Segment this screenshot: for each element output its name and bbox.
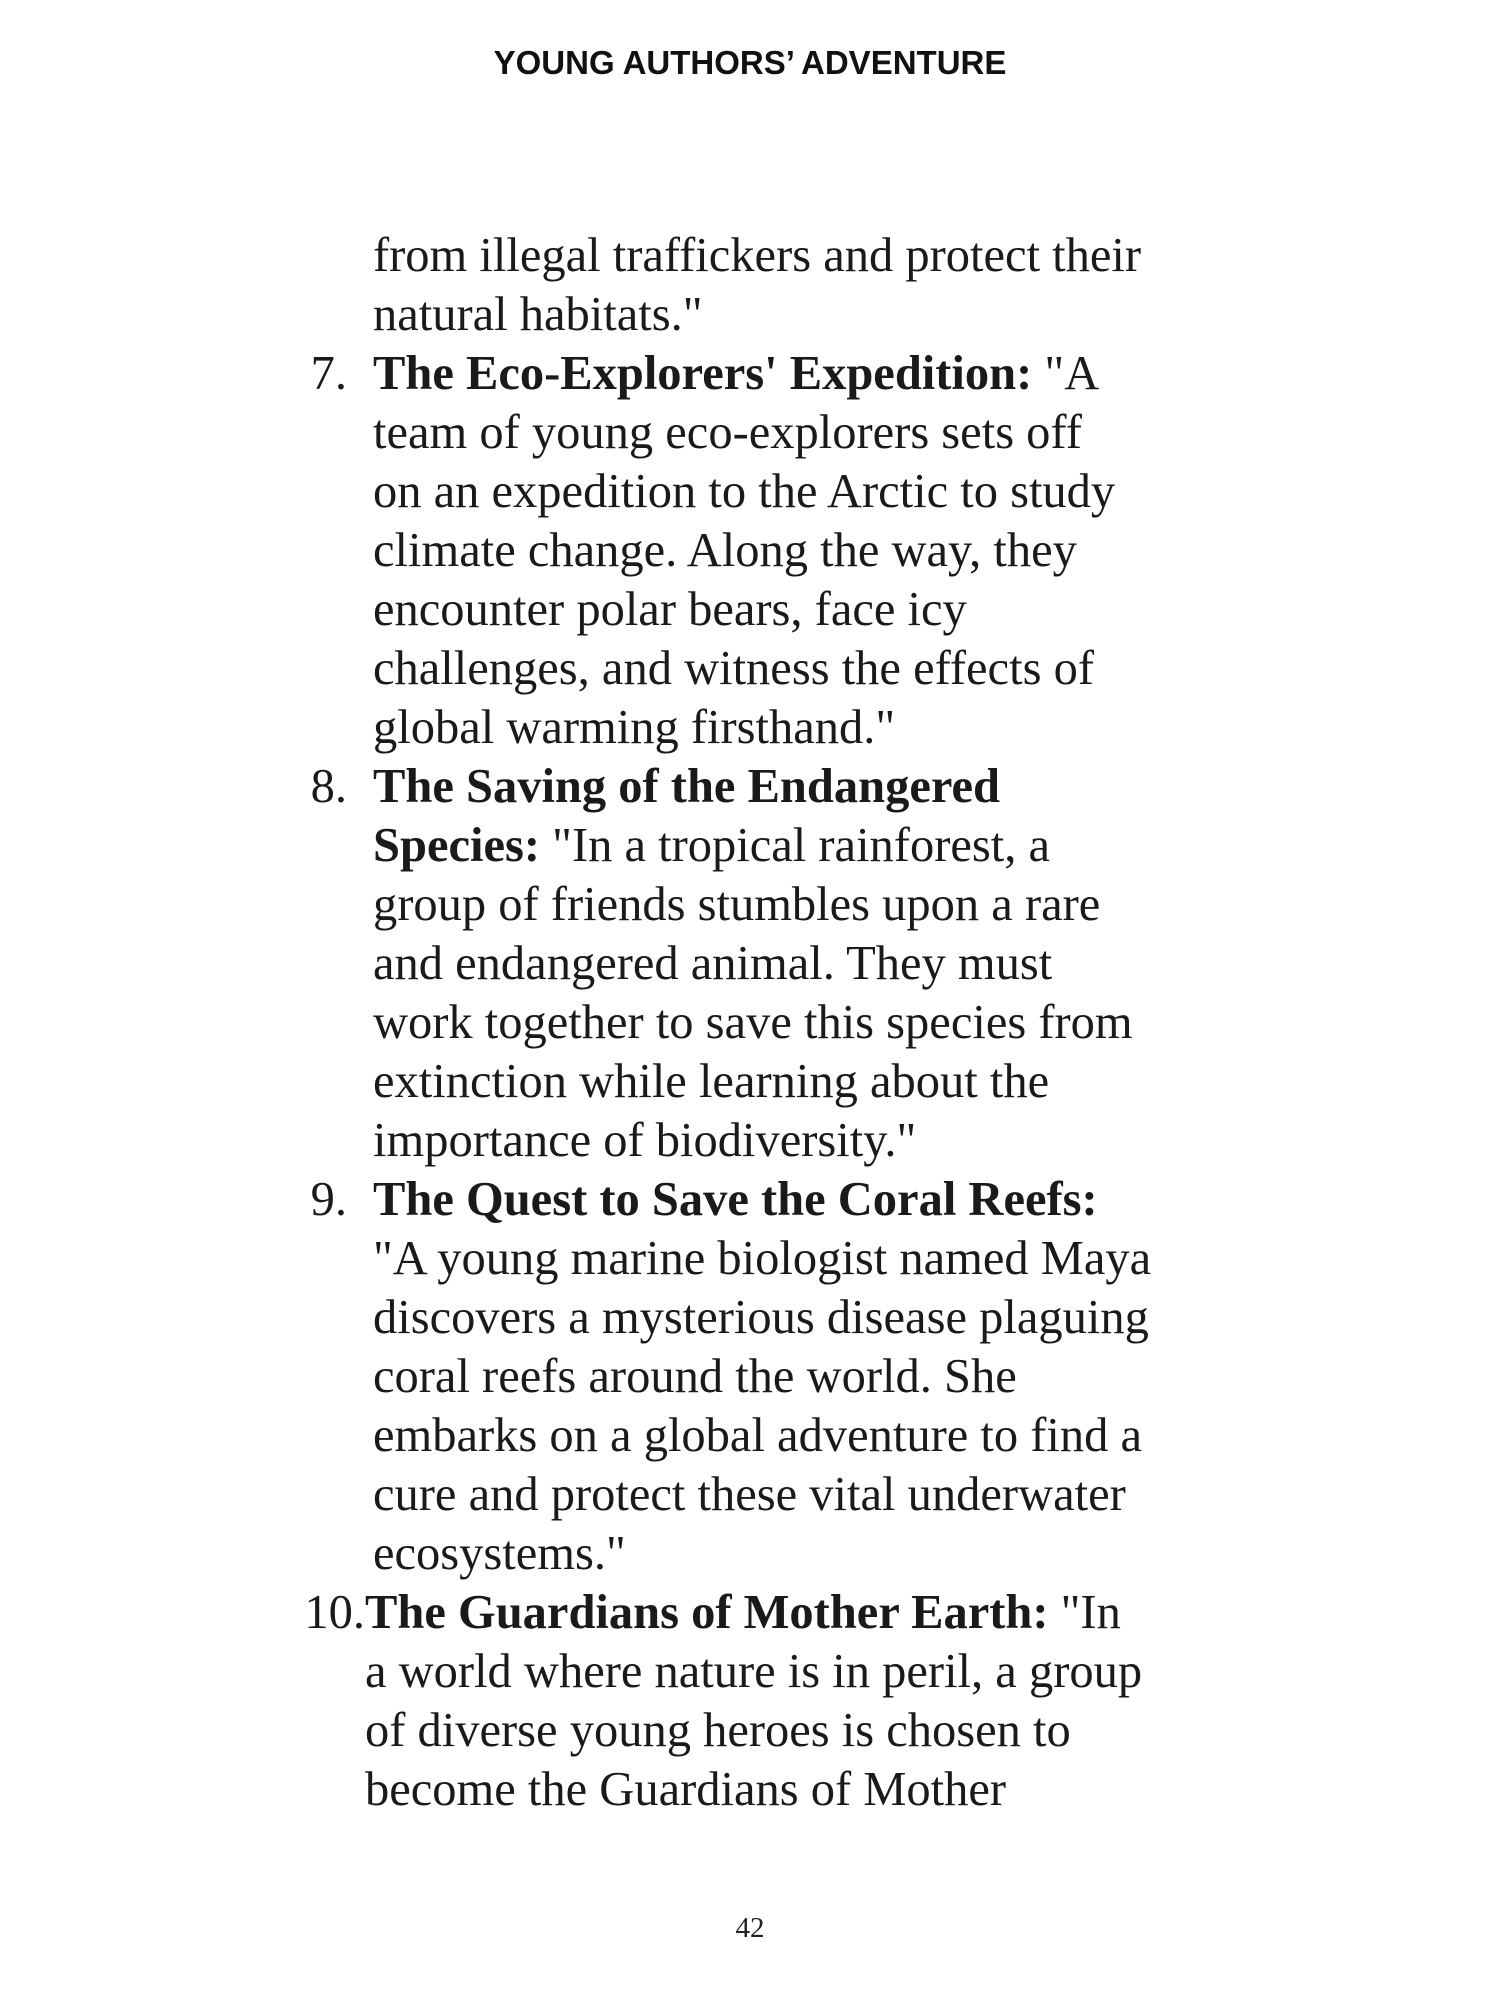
page-body: [0, 226, 1500, 1819]
text-line: become the Guardians of Mother: [365, 1763, 1007, 1816]
text-line: team of young eco-explorers sets off: [373, 406, 1082, 459]
continued-paragraph: [373, 226, 1483, 344]
text-fragment: "A: [1032, 347, 1100, 400]
text-line: [373, 816, 1483, 875]
list-item-10: [0, 1583, 1500, 1819]
item-title: Species:: [373, 819, 541, 872]
item-title: The Saving of the Endangered: [373, 760, 1001, 813]
text-line: importance of biodiversity.": [373, 1114, 917, 1167]
page-number: 42: [735, 1912, 765, 1944]
text-line: work together to save this species from: [373, 996, 1133, 1049]
list-item-content: [373, 344, 1483, 757]
text-line: [365, 1583, 1475, 1642]
item-title: The Quest to Save the Coral Reefs:: [373, 1173, 1098, 1226]
text-line: ecosystems.": [373, 1527, 626, 1580]
text-line: discovers a mysterious disease plaguing: [373, 1291, 1149, 1344]
item-title: The Guardians of Mother Earth:: [365, 1586, 1049, 1639]
text-line: extinction while learning about the: [373, 1055, 1050, 1108]
list-item-content: [373, 757, 1483, 1170]
list-number: 8.: [310, 760, 347, 813]
text-fragment: "In: [1048, 1586, 1121, 1639]
text-line: embarks on a global adventure to find a: [373, 1409, 1143, 1462]
text-line: group of friends stumbles upon a rare: [373, 878, 1101, 931]
text-line: a world where nature is in peril, a group: [365, 1645, 1143, 1698]
text-line: of diverse young heroes is chosen to: [365, 1704, 1071, 1757]
list-number: 10.: [304, 1586, 365, 1639]
text-line: and endangered animal. They must: [373, 937, 1053, 990]
text-line: coral reefs around the world. She: [373, 1350, 1017, 1403]
list-item-content: [373, 1170, 1483, 1583]
list-item-9: [0, 1170, 1500, 1583]
text-line: climate change. Along the way, they: [373, 524, 1077, 577]
list-item-content: [365, 1583, 1475, 1819]
list-number: 9.: [310, 1173, 347, 1226]
text-line: from illegal traffickers and protect their: [373, 229, 1142, 282]
list-item-8: [0, 757, 1500, 1170]
text-line: encounter polar bears, face icy: [373, 583, 967, 636]
item-title: The Eco-Explorers' Expedition:: [373, 347, 1033, 400]
list-item-7: [0, 344, 1500, 757]
text-line: "A young marine biologist named Maya: [373, 1232, 1152, 1285]
text-line: natural habitats.": [373, 288, 703, 341]
text-line: challenges, and witness the effects of: [373, 642, 1094, 695]
text-line: on an expedition to the Arctic to study: [373, 465, 1116, 518]
list-number: 7.: [310, 347, 347, 400]
text-line: global warming firsthand.": [373, 701, 896, 754]
text-fragment: "In a tropical rainforest, a: [540, 819, 1050, 872]
running-header: YOUNG AUTHORS’ ADVENTURE: [493, 44, 1007, 81]
text-line: cure and protect these vital underwater: [373, 1468, 1126, 1521]
text-line: [373, 344, 1483, 403]
